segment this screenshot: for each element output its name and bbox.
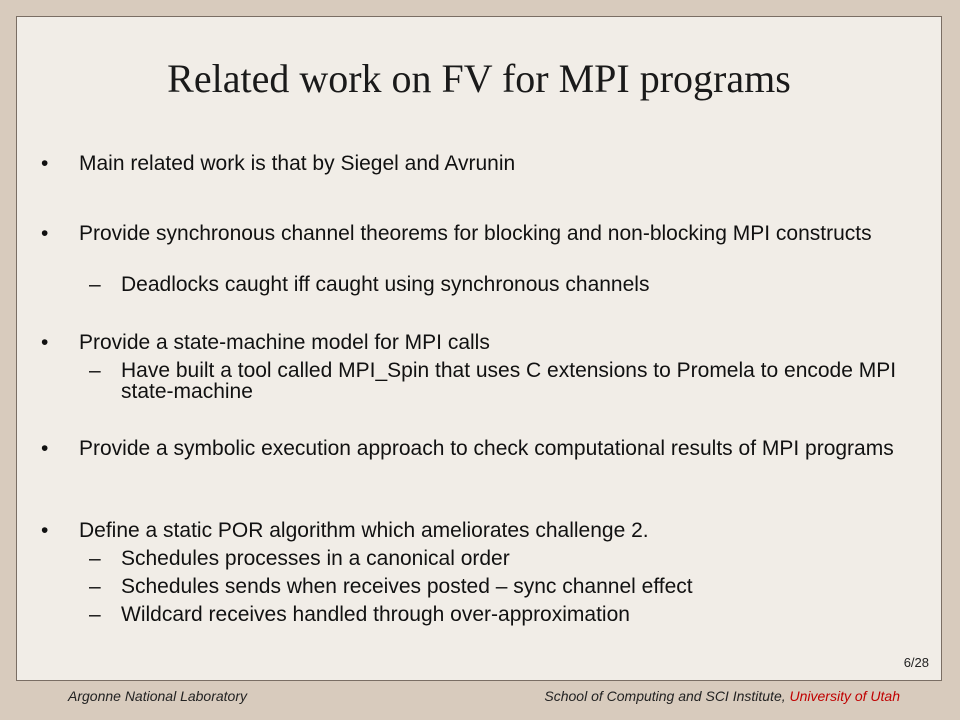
footer-affiliation bbox=[544, 688, 900, 704]
bullet-mark: • bbox=[41, 331, 49, 354]
sub-bullet-item bbox=[41, 604, 921, 625]
footer-university: University of Utah bbox=[789, 688, 900, 704]
bullet-item bbox=[41, 520, 921, 541]
sub-bullet-item bbox=[41, 576, 921, 597]
sub-bullet-mark: – bbox=[89, 547, 101, 570]
sub-bullet-text: Deadlocks caught iff caught using synchronous channels bbox=[121, 273, 650, 296]
sub-bullet-mark: – bbox=[89, 603, 101, 626]
bullet-mark: • bbox=[41, 519, 49, 542]
bullet-text: Provide synchronous channel theorems for blocking and non-blocking MPI constructs bbox=[79, 222, 872, 245]
sub-bullet-item bbox=[41, 548, 921, 569]
bullet-item bbox=[41, 332, 921, 353]
footer-school: School of Computing and SCI Institute, bbox=[544, 688, 790, 704]
bullet-mark: • bbox=[41, 437, 49, 460]
bullet-text: Provide a symbolic execution approach to check computational results of MPI programs bbox=[79, 437, 894, 460]
sub-bullet-text: Schedules sends when receives posted – sync channel effect bbox=[121, 575, 693, 598]
sub-bullet-mark: – bbox=[89, 575, 101, 598]
page-number: 6/28 bbox=[903, 655, 929, 670]
slide-panel bbox=[16, 16, 942, 681]
bullet-mark: • bbox=[41, 222, 49, 245]
bullet-item bbox=[41, 438, 921, 459]
bullet-item bbox=[41, 223, 921, 244]
sub-bullet-mark: – bbox=[89, 359, 101, 382]
sub-bullet-mark: – bbox=[89, 273, 101, 296]
bullet-item bbox=[41, 153, 921, 174]
sub-bullet-text: Schedules processes in a canonical order bbox=[121, 547, 510, 570]
bullet-text: Provide a state-machine model for MPI calls bbox=[79, 331, 490, 354]
bullet-text: Main related work is that by Siegel and Avrunin bbox=[79, 152, 516, 175]
sub-bullet-item bbox=[41, 274, 921, 295]
sub-bullet-item bbox=[41, 360, 921, 402]
bullet-text: Define a static POR algorithm which ameliorates challenge 2. bbox=[79, 519, 649, 542]
slide-title: Related work on FV for MPI programs bbox=[167, 56, 791, 101]
sub-bullet-text: Wildcard receives handled through over-approximation bbox=[121, 603, 630, 626]
sub-bullet-text: Have built a tool called MPI_Spin that uses C extensions to Promela to encode MPI state-machine bbox=[121, 359, 897, 403]
bullet-mark: • bbox=[41, 152, 49, 175]
footer-institution: Argonne National Laboratory bbox=[68, 688, 248, 704]
